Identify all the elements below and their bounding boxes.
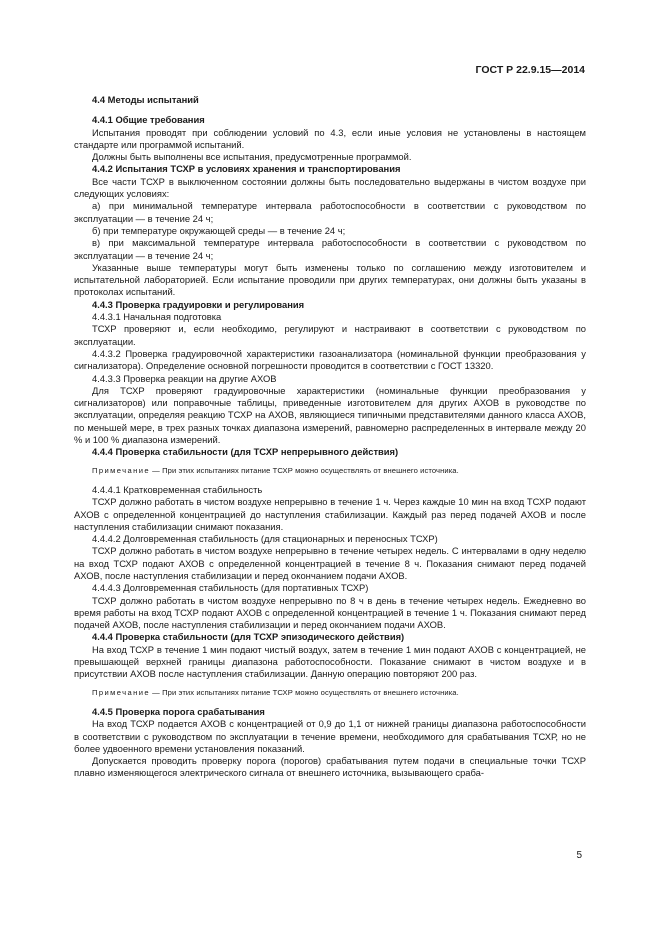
paragraph: в) при максимальной температуре интервала работоспособности в соответствии с руководством по эксплуатации — в течение 24 ч;: [74, 237, 586, 261]
section-heading: 4.4.3 Проверка градуировки и регулирования: [92, 298, 305, 310]
note: [74, 465, 586, 477]
paragraph: На вход ТСХР в течение 1 мин подают чистый воздух, затем в течение 1 мин подают АХОВ с концентрацией, не превышающей верхней границы диапазона работоспособности. Показание снимают в чистом воздухе и в присутствии АХОВ после наступления стабилизации. Данную операцию повторяют 200 раз.: [74, 643, 586, 680]
page-number: 5: [576, 850, 582, 861]
paragraph: ТСХР должно работать в чистом воздухе непрерывно в течение четырех недель. С интервалами в одну неделю на вход ТСХР подают АХОВ с определенной концентрацией в течение 8 ч. Показания снимают перед подачей АХОВ, после наступления стабилизации и перед окончанием подачи АХОВ.: [74, 545, 586, 581]
section-heading: 4.4.4 Проверка стабильности (для ТСХР непрерывного действия): [92, 446, 399, 458]
paragraph: а) при минимальной температуре интервала работоспособности в соответствии с руководством по эксплуатации — в течение 24 ч;: [74, 200, 586, 224]
paragraph: 4.4.3.2 Проверка градуировочной характеристики газоанализатора (номинальной функции преобразования у сигнализатора). Определение основной погрешности проводится в соответствии с ГОСТ 13320.: [74, 347, 586, 372]
paragraph: ТСХР проверяют и, если необходимо, регулируют и настраивают в соответствии с руководством по эксплуатации.: [74, 323, 586, 347]
paragraph: ТСХР должно работать в чистом воздухе непрерывно по 8 ч в день в течение четырех недель. Ежедневно во время работы на вход ТСХР подают АХОВ с определенной концентрацией в течение 1 ч. Показания снимают перед подачей АХОВ, после наступления стабилизации и перед окончанием подачи АХОВ.: [74, 594, 586, 631]
section-heading: 4.4 Методы испытаний: [92, 94, 199, 105]
paragraph: б) при температуре окружающей среды — в течение 24 ч;: [92, 224, 346, 236]
document-header: ГОСТ Р 22.9.15—2014: [475, 64, 585, 76]
note-label: Примечание: [92, 465, 150, 475]
paragraph: 4.4.3.1 Начальная подготовка: [92, 311, 222, 323]
paragraph: Указанные выше температуры могут быть изменены только по соглашению между изготовителем и испытательной лабораторией. Если испытание проводили при других температурах, они должны быть указаны в протоколах испытаний.: [74, 261, 586, 298]
paragraph: 4.4.4.3 Долговременная стабильность (для портативных ТСХР): [92, 582, 369, 594]
paragraph: Испытания проводят при соблюдении условий по 4.3, если иные условия не установлены в настоящем стандарте или программой испытаний.: [74, 126, 586, 150]
section-heading: 4.4.2 Испытания ТСХР в условиях хранения и транспортирования: [92, 163, 401, 175]
note-text: — При этих испытаниях питание ТСХР можно осуществлять от внешнего источника.: [152, 465, 459, 475]
paragraph: 4.4.4.1 Кратковременная стабильность: [92, 483, 263, 495]
paragraph: ТСХР должно работать в чистом воздухе непрерывно в течение 1 ч. Через каждые 10 мин на вход ТСХР подают АХОВ с определенной концентрацией до наступления стабилизации. Каждый раз перед подачей АХОВ и после наступления стабилизации снимают показания.: [74, 496, 586, 532]
document-body: [74, 94, 586, 780]
note-label: Примечание: [92, 687, 150, 697]
paragraph: Допускается проводить проверку порога (порогов) срабатывания путем подачи в специальные точки ТСХР плавно изменяющегося электрического сигнала от внешнего источника, вызывающего сраба-: [74, 755, 586, 779]
paragraph: Для ТСХР проверяют градуировочные характеристики (номинальные функции преобразования у сигнализаторов) или поправочные таблицы, приведенные изготовителем для других АХОВ в руководстве по эксплуатации, определяя реакцию ТСХР на АХОВ, являющиеся типичными представителями данного класса АХОВ, по меньшей мере, в трех разных точках диапазона измерений, равномерно распределенных в интервале между 20 % и 100 % диапазона измерений.: [74, 384, 586, 446]
section-heading: 4.4.4 Проверка стабильности (для ТСХР эпизодического действия): [92, 631, 405, 643]
section-heading: 4.4.5 Проверка порога срабатывания: [92, 705, 265, 717]
note: [74, 687, 586, 699]
paragraph: На вход ТСХР подается АХОВ с концентрацией от 0,9 до 1,1 от нижней границы диапазона работоспособности в соответствии с руководством по эксплуатации в течение времени, необходимого для срабатывания ТСХР, но не более удвоенного времени установления показаний.: [74, 718, 586, 754]
section-heading: 4.4.1 Общие требования: [92, 114, 205, 126]
note-text: — При этих испытаниях питание ТСХР можно осуществлять от внешнего источника.: [152, 687, 459, 697]
paragraph: Все части ТСХР в выключенном состоянии должны быть последовательно выдержаны в чистом воздухе при следующих условиях:: [74, 175, 586, 200]
paragraph: Должны быть выполнены все испытания, предусмотренные программой.: [92, 151, 412, 163]
paragraph: 4.4.4.2 Долговременная стабильность (для стационарных и переносных ТСХР): [92, 533, 438, 545]
paragraph: 4.4.3.3 Проверка реакции на другие АХОВ: [92, 372, 277, 384]
